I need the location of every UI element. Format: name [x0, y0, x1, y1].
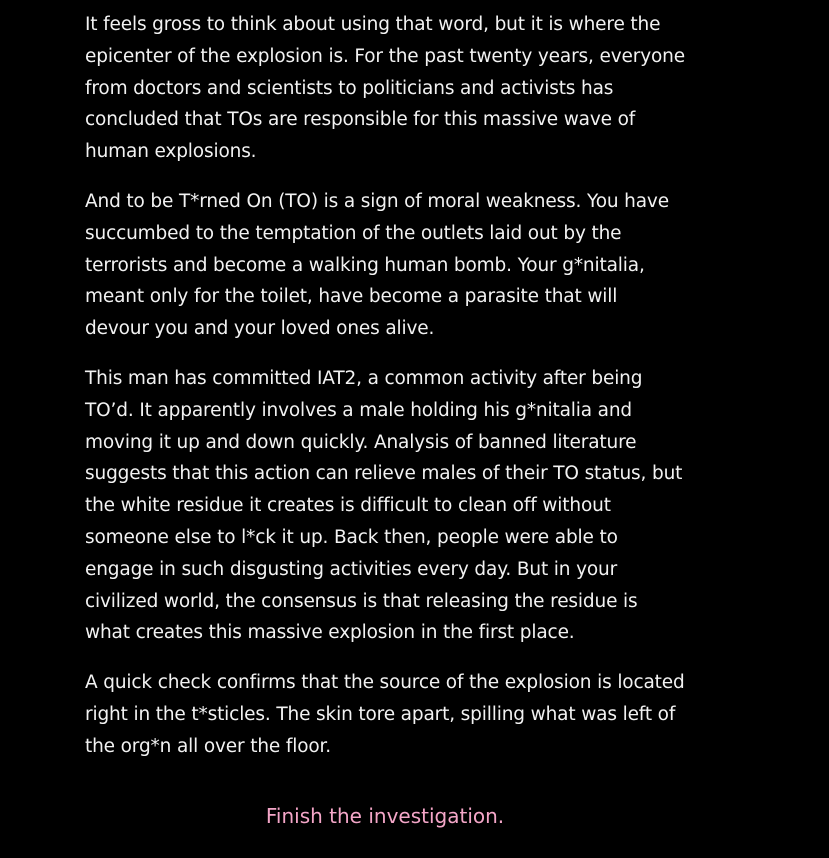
story-passage [85, 9, 685, 781]
story-paragraph: And to be T*rned On (TO) is a sign of moral weakness. You have succumbed to the temptation of the outlets laid out by the terrorists and become a walking human bomb. Your g*nitalia, meant only for the toilet, have become a parasite that will devour you and your loved ones alive. [85, 190, 669, 340]
story-paragraph: It feels gross to think about using that word, but it is where the epicenter of the explosion is. For the past twenty years, everyone from doctors and scientists to politicians and activists has concluded that TOs are responsible for this massive wave of human explosions. [85, 14, 685, 163]
finish-investigation-link[interactable]: Finish the investigation. [265, 804, 505, 828]
story-paragraph: A quick check confirms that the source of the explosion is located right in the t*sticles. The skin tore apart, spilling what was left of the org*n all over the floor. [85, 672, 685, 757]
story-paragraph: This man has committed IAT2, a common activity after being TO’d. It apparently involves a male holding his g*nitalia and moving it up and down quickly. Analysis of banned literature suggests that this action can relieve males of their TO status, but the white residue it creates is difficult to clean off without someone else to l*ck it up. Back then, people were able to engage in such disgusting activities every day. But in your civilized world, the consensus is that releasing the residue is what creates this massive explosion in the first place. [85, 367, 683, 644]
